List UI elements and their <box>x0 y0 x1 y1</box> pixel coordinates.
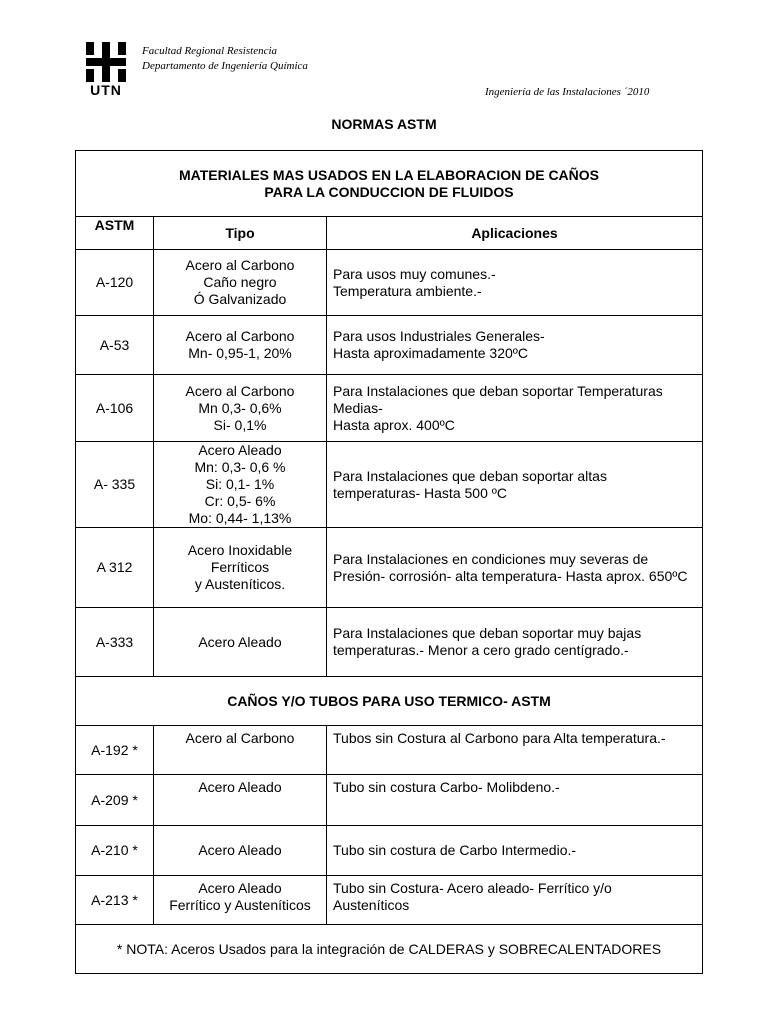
aplicacion-line: Para usos Industriales Generales- <box>333 328 545 344</box>
tipo-line: Cr: 0,5- 6% <box>204 493 276 509</box>
section-2-header <box>76 677 703 726</box>
tipo-line: Mo: 0,44- 1,13% <box>188 510 292 526</box>
table-row <box>76 775 703 826</box>
aplicacion-line: Medias- <box>333 399 383 416</box>
tipo-cell <box>154 375 327 442</box>
tipo-cell <box>154 775 327 826</box>
astm-code: A- 335 <box>76 442 154 528</box>
table-row <box>76 528 703 608</box>
astm-code: A-333 <box>76 608 154 677</box>
aplicaciones-cell <box>327 528 703 608</box>
tipo-line: Acero Aleado <box>198 842 282 858</box>
table-row <box>76 826 703 876</box>
aplicacion-line: Tubo sin costura Carbo- Molibdeno.- <box>333 779 560 795</box>
aplicacion-line: Tubo sin Costura- Acero aleado- Ferrítico y/o <box>333 880 612 896</box>
course-label: Ingeniería de las Instalaciones ´2010 <box>485 86 650 98</box>
tipo-line: Acero al Carbono <box>185 730 295 746</box>
tipo-cell <box>154 442 327 528</box>
aplicacion-line: Para Instalaciones que deban soportar muy bajas <box>333 625 642 641</box>
section-1-title-line-1: MATERIALES MAS USADOS EN LA ELABORACION DE CAÑOS <box>178 166 599 183</box>
astm-code: A-106 <box>76 375 154 442</box>
note-text: * NOTA: Aceros Usados para la integración de CALDERAS y SOBRECALENTADORES <box>76 925 703 974</box>
tipo-line: Acero Aleado <box>198 633 282 650</box>
tipo-line: y Austeníticos. <box>194 576 286 592</box>
section-2-title: CAÑOS Y/O TUBOS PARA USO TERMICO- ASTM <box>76 677 703 726</box>
tipo-line: Mn: 0,3- 0,6 % <box>194 459 286 475</box>
tipo-cell <box>154 528 327 608</box>
aplicaciones-cell <box>327 726 703 775</box>
tipo-line: Si: 0,1- 1% <box>205 476 275 492</box>
astm-table <box>75 150 703 974</box>
logo-text: UTN <box>90 82 122 98</box>
tipo-cell <box>154 726 327 775</box>
section-1-header <box>76 151 703 217</box>
aplicaciones-cell <box>327 442 703 528</box>
institution-line-2: Departamento de Ingeniería Química <box>142 60 308 72</box>
astm-code: A-209 * <box>76 775 154 826</box>
aplicacion-line: temperaturas.- Menor a cero grado centígrado.- <box>333 642 629 658</box>
aplicaciones-cell <box>327 876 703 925</box>
tipo-cell <box>154 608 327 677</box>
tipo-line: Acero Inoxidable <box>187 542 293 558</box>
table-row <box>76 250 703 316</box>
table-row <box>76 375 703 442</box>
astm-code: A-192 * <box>76 726 154 775</box>
aplicacion-line: Tubos sin Costura al Carbono para Alta temperatura.- <box>333 730 666 746</box>
aplicacion-line: Para Instalaciones en condiciones muy severas de <box>333 550 649 567</box>
aplicaciones-cell <box>327 608 703 677</box>
aplicaciones-cell <box>327 826 703 876</box>
tipo-line: Ferríticos <box>210 559 270 575</box>
table-row <box>76 726 703 775</box>
column-headers <box>76 217 703 250</box>
tipo-line: Acero Aleado <box>198 779 282 795</box>
tipo-line: Acero al Carbono <box>185 257 295 273</box>
table-row <box>76 608 703 677</box>
col-header-tipo: Tipo <box>154 217 327 250</box>
astm-code: A-53 <box>76 316 154 375</box>
tipo-line: Acero al Carbono <box>185 328 295 344</box>
aplicacion-line: Para Instalaciones que deban soportar altas <box>333 467 607 484</box>
aplicaciones-cell <box>327 316 703 375</box>
tipo-line: Acero Aleado <box>198 880 282 896</box>
tipo-line: Ó Galvanizado <box>193 291 287 307</box>
aplicacion-line: Para usos muy comunes.- <box>333 265 496 282</box>
page-title: NORMAS ASTM <box>331 116 437 132</box>
astm-code: A-210 * <box>76 826 154 876</box>
astm-code: A-213 * <box>76 876 154 925</box>
aplicaciones-cell <box>327 775 703 826</box>
tipo-cell <box>154 826 327 876</box>
tipo-cell <box>154 316 327 375</box>
tipo-line: Acero al Carbono <box>185 382 295 399</box>
aplicacion-line: Hasta aprox. 400ºC <box>333 416 455 433</box>
tipo-line: Acero Aleado <box>198 442 282 458</box>
tipo-cell <box>154 250 327 316</box>
astm-code: A 312 <box>76 528 154 608</box>
aplicacion-line: Tubo sin costura de Carbo Intermedio.- <box>333 842 577 858</box>
aplicacion-line: Temperatura ambiente.- <box>333 282 482 299</box>
tipo-cell <box>154 876 327 925</box>
aplicacion-line: Para Instalaciones que deban soportar Temperaturas <box>333 382 663 399</box>
institution <box>142 44 308 74</box>
aplicacion-line: Presión- corrosión- alta temperatura- Hasta aprox. 650ºC <box>333 567 688 584</box>
tipo-line: Ferrítico y Austeníticos <box>169 897 311 913</box>
aplicacion-line: Hasta aproximadamente 320ºC <box>333 345 528 361</box>
tipo-line: Si- 0,1% <box>213 416 267 433</box>
aplicaciones-cell <box>327 250 703 316</box>
aplicaciones-cell <box>327 375 703 442</box>
institution-line-1: Facultad Regional Resistencia <box>142 45 278 57</box>
aplicacion-line: Austeníticos <box>333 897 410 913</box>
tipo-line: Mn 0,3- 0,6% <box>198 399 282 416</box>
note-row <box>76 925 703 974</box>
tipo-line: Caño negro <box>203 274 277 290</box>
table-row <box>76 442 703 528</box>
astm-code: A-120 <box>76 250 154 316</box>
section-1-title-line-2: PARA LA CONDUCCION DE FLUIDOS <box>264 183 514 200</box>
aplicacion-line: temperaturas- Hasta 500 ºC <box>333 484 507 501</box>
table-row <box>76 876 703 925</box>
table-row <box>76 316 703 375</box>
col-header-aplicaciones: Aplicaciones <box>327 217 703 250</box>
tipo-line: Mn- 0,95-1, 20% <box>188 345 292 361</box>
col-header-astm: ASTM <box>76 217 154 250</box>
